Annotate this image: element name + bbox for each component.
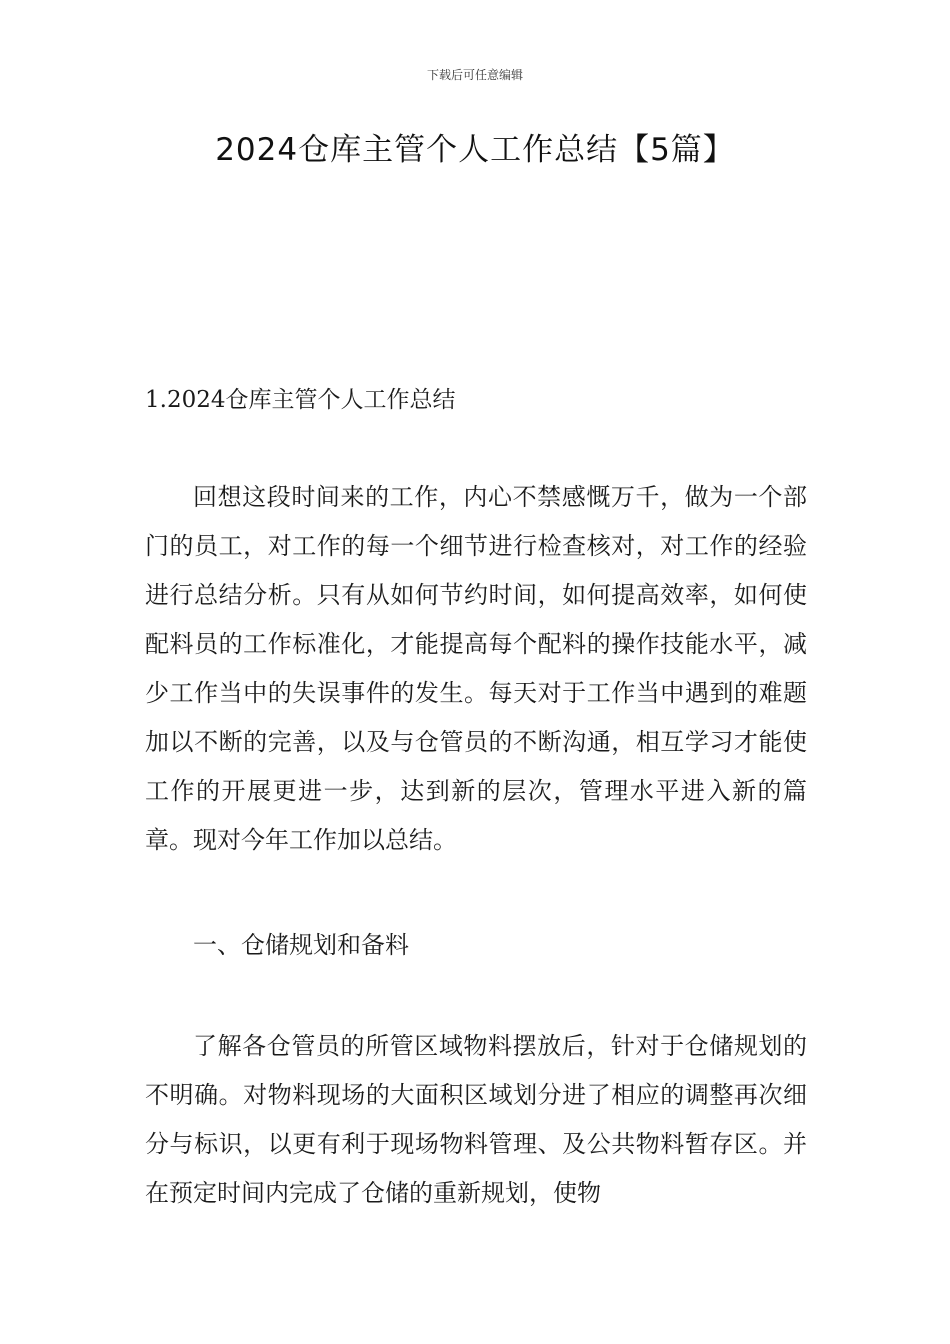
document-title: 2024仓库主管个人工作总结【5篇】 bbox=[215, 132, 735, 168]
header-note: 下载后可任意编辑 bbox=[426, 68, 523, 82]
paragraph-storage-planning: 了解各仓管员的所管区域物料摆放后，针对于仓储规划的不明确。对物料现场的大面积区域划分进了相应的调整再次细分与标识，以更有利于现场物料管理、及公共物料暂存区。并在预定时间内完成了仓储的重新规划，使物 bbox=[145, 1032, 807, 1207]
section-heading: 1.2024仓库主管个人工作总结 bbox=[145, 387, 456, 413]
paragraph-intro: 回想这段时间来的工作，内心不禁感慨万千，做为一个部门的员工，对工作的每一个细节进行检查核对，对工作的经验进行总结分析。只有从如何节约时间，如何提高效率，如何使配料员的工作标准化，才能提高每个配料的操作技能水平，减少工作当中的失误事件的发生。每天对于工作当中遇到的难题加以不断的完善，以及与仓管员的不断沟通，相互学习才能使工作的开展更进一步，达到新的层次，管理水平进入新的篇章。现对今年工作加以总结。 bbox=[145, 483, 807, 854]
sub-heading-storage-planning: 一、仓储规划和备料 bbox=[193, 931, 409, 959]
